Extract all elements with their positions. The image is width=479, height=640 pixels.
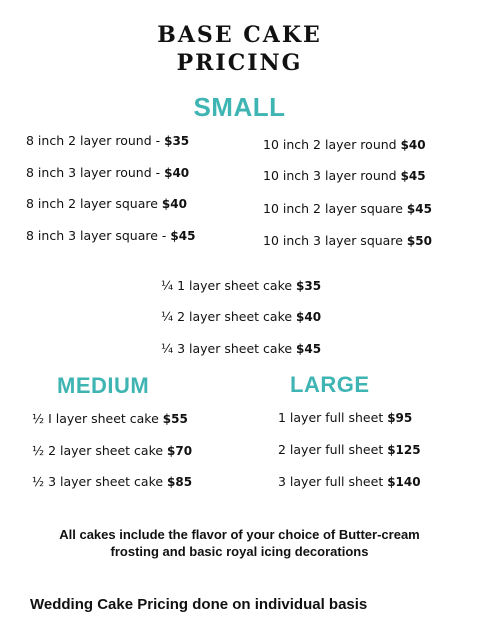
large-item: 2 layer full sheet $125: [278, 442, 421, 457]
small-heading: SMALL: [193, 92, 286, 122]
flavor-note-line-1: All cakes include the flavor of your choice of Butter-cream: [59, 527, 420, 542]
small-right-item: 10 inch 2 layer round $40: [263, 137, 426, 152]
wedding-pricing-note: Wedding Cake Pricing done on individual basis: [30, 596, 368, 613]
flavor-note-line-2: frosting and basic royal icing decorations: [110, 544, 369, 559]
large-item: 1 layer full sheet $95: [278, 410, 413, 425]
small-left-item: 8 inch 3 layer square - $45: [26, 228, 196, 243]
small-right-item: 10 inch 2 layer square $45: [263, 201, 432, 216]
small-sheet-item: ¼ 3 layer sheet cake $45: [161, 341, 322, 356]
small-left-item: 8 inch 2 layer round - $35: [26, 133, 190, 148]
small-right-item: 10 inch 3 layer square $50: [263, 233, 432, 248]
small-sheet-item: ¼ 1 layer sheet cake $35: [161, 278, 322, 293]
small-sheet-item: ¼ 2 layer sheet cake $40: [161, 309, 322, 324]
medium-item: ½ I layer sheet cake $55: [32, 411, 188, 426]
small-right-item: 10 inch 3 layer round $45: [263, 168, 426, 183]
title-line-2: PRICING: [176, 50, 303, 76]
small-left-item: 8 inch 2 layer square $40: [26, 196, 187, 211]
large-heading: LARGE: [290, 372, 370, 397]
medium-item: ½ 2 layer sheet cake $70: [32, 443, 193, 458]
large-item: 3 layer full sheet $140: [278, 474, 421, 489]
medium-item: ½ 3 layer sheet cake $85: [32, 474, 193, 489]
small-left-item: 8 inch 3 layer round - $40: [26, 165, 190, 180]
medium-heading: MEDIUM: [57, 373, 150, 398]
title-line-1: BASE CAKE: [157, 22, 322, 48]
